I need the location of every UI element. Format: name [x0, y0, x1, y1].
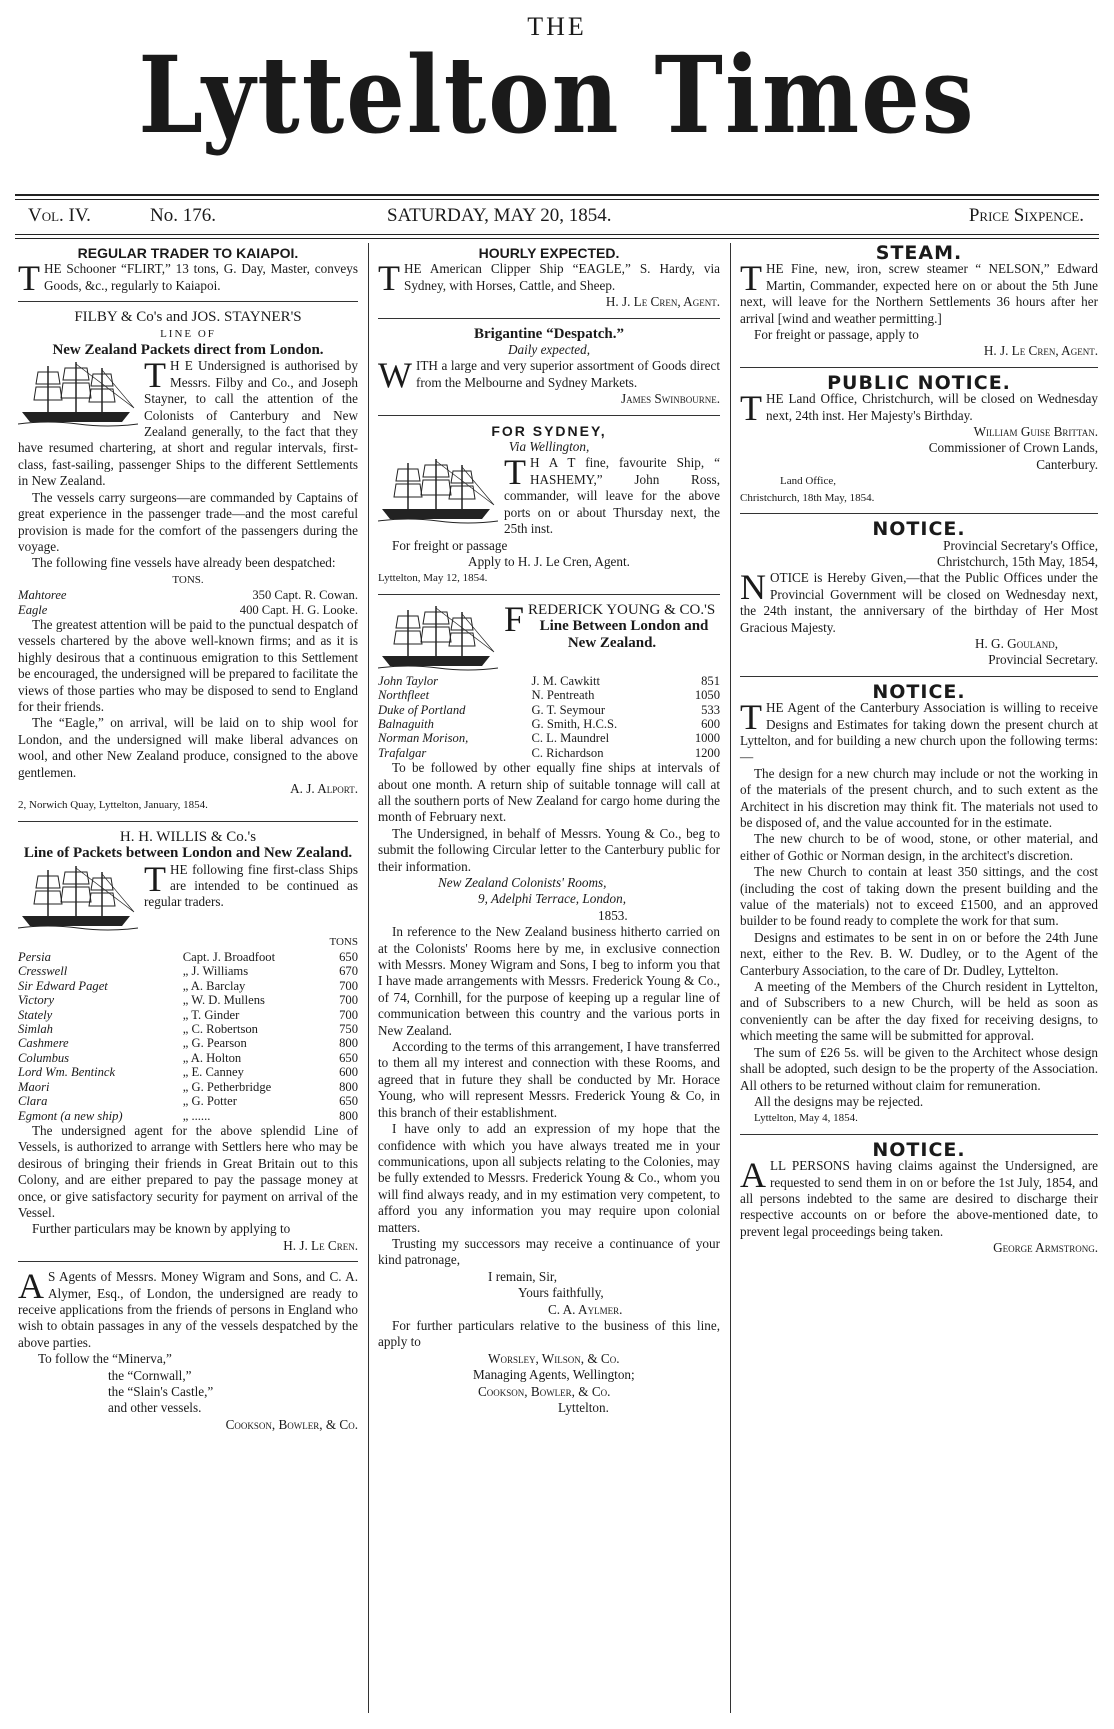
advert-line: H. H. WILLIS & Co.'s: [119, 828, 257, 845]
ship-illustration: [378, 457, 498, 525]
advert-heading: REGULAR TRADER TO KAIAPOI.: [77, 245, 299, 261]
table-row: [18, 603, 358, 617]
ship-illustration: [18, 864, 138, 932]
drop-cap: T: [504, 452, 526, 493]
signature: H. G. Gouland,: [974, 635, 1058, 651]
signature: H. J. Le Cren, Agent.: [605, 294, 720, 310]
ship-name: Columbus: [18, 1050, 70, 1065]
ship-name: Norman Morison,: [378, 731, 469, 746]
drop-cap: N: [740, 567, 766, 608]
drop-cap: W: [378, 355, 412, 396]
table-row: [18, 1051, 358, 1065]
separator: [18, 1261, 358, 1262]
price: Price Sixpence.: [968, 205, 1084, 226]
signature: Provincial Secretary.: [988, 652, 1098, 668]
signature: James Swinbourne.: [620, 391, 720, 407]
ship-name: Simlah: [18, 1022, 53, 1037]
separator: [740, 513, 1098, 514]
signature: William Guise Brittan.: [973, 424, 1098, 440]
advert-paragraph: To be followed by other equally fine ships at intervals of about one month. A return ship of suitable tonnage will call at all the southern ports of New Zealand for cargo home during the month of February next.: [378, 760, 720, 825]
ship-tons: 533: [701, 702, 720, 717]
advert-heading: Line Between London and New Zealand.: [539, 618, 709, 651]
ship-name: Maori: [18, 1079, 50, 1094]
ship-tons: 650: [339, 1050, 358, 1065]
advert-paragraph: The undersigned agent for the above splendid Line of Vessels, is authorized to arrange with Settlers here who may be desirous of bringing their friends in Great Britain out to this Colony, and are either prepared to pay the passage money at once, or give satisfactory security for payment on arrival of the Vessel.: [18, 1122, 358, 1220]
tons-label: TONS: [329, 935, 358, 948]
ship-captain: „ G. Petherbridge: [182, 1079, 272, 1094]
advert-paragraph: The new Church to contain at least 350 sittings, and the cost (including the cost of taking down the present building and the value of the materials) not to exceed £1500, and an approved builder to be found ready to complete the work for that sum.: [740, 864, 1098, 929]
advert-paragraph: All the designs may be rejected.: [754, 1093, 924, 1109]
table-row: [378, 746, 720, 760]
signature: George Armstrong.: [993, 1240, 1098, 1256]
ship-tons: 1000: [694, 731, 720, 746]
ship-tons: 800: [339, 1079, 358, 1094]
advert-paragraph: The following fine vessels have already been despatched:: [32, 555, 336, 571]
ship-illustration: [378, 604, 498, 672]
separator: [378, 415, 720, 416]
table-row: [18, 964, 358, 978]
top-rule: [15, 194, 1099, 196]
advert-line: Christchurch, 15th May, 1854,: [936, 553, 1098, 569]
advert-line: Apply to H. J. Le Cren, Agent.: [468, 553, 630, 569]
ship-captain: „ C. Robertson: [182, 1022, 258, 1037]
drop-cap: T: [144, 355, 166, 396]
letter-paragraph: I have only to add an expression of my hope that the confidence with which you have always treated me in your communications, upon all subjects relating to the Colonies, may be fully extended to Messrs. Frederick Young & Co., whom you will find always ready, and in my estimation very competent, to afford you any information you may require upon colonial matters.: [378, 1121, 720, 1235]
table-row: [18, 979, 358, 993]
drop-cap: T: [378, 258, 400, 299]
advert-heading: NOTICE.: [872, 680, 966, 703]
ship-captain: „ A. Barclay: [182, 978, 246, 993]
advert-paragraph: The greatest attention will be paid to the punctual despatch of vessels chartered by the above well-known firms; and as it is highly desirous that a continuous emigration to this Settlement be encouraged, the undersigned will be prepared to facilitate the views of those parties who may be disposed to send to England for their friends.: [18, 616, 358, 714]
advert-line: For freight or passage: [392, 537, 508, 553]
ship-tons: 750: [339, 1022, 358, 1037]
column-3: [740, 242, 1098, 1257]
signature: Canterbury.: [1036, 456, 1098, 472]
table-row: [378, 731, 720, 745]
ship-tons: 851: [701, 673, 720, 688]
ship-name: Persia: [18, 950, 51, 965]
ship-tons: 600: [339, 1065, 358, 1080]
address: Lyttelton, May 4, 1854.: [754, 1112, 858, 1125]
advert-body: H A T fine, favourite Ship, “ HASHEMY,” John Ross, commander, will leave for the above ports on or about Thursday next, the 25th inst.: [504, 455, 720, 537]
table-row: [18, 1008, 358, 1022]
ship-name: Egmont (a new ship): [18, 1108, 123, 1123]
table-row: [378, 674, 720, 688]
ship-name: Stately: [18, 1007, 53, 1022]
ship-tons: 1050: [694, 688, 720, 703]
table-row: [18, 1080, 358, 1094]
advert-line: For freight or passage, apply to: [754, 327, 919, 343]
advert-subheading: Daily expected,: [507, 342, 590, 358]
ship-name: Cresswell: [18, 964, 68, 979]
ship-captain: „ G. Pearson: [182, 1036, 247, 1051]
top-rule-thin: [15, 199, 1099, 200]
separator: [740, 1134, 1098, 1135]
advert-body: S Agents of Messrs. Money Wigram and Sons, and C. A. Alymer, Esq., of London, the undersigned are ready to receive applications from the friends of persons in England who wish to obtain passages in any of the vessels despatched by the above parties.: [18, 1269, 358, 1350]
advert-line: FILBY & Co's and JOS. STAYNER'S: [74, 309, 302, 326]
ship-detail: 350 Capt. R. Cowan.: [252, 588, 358, 603]
advert-line: the “Slain's Castle,”: [108, 1384, 214, 1399]
ship-name: Duke of Portland: [378, 702, 466, 717]
ship-name: John Taylor: [378, 673, 439, 688]
advert-paragraph: The vessels carry surgeons—are commanded by Captains of great experience in the passenger trade—and the most careful provision is made for the comfort of the passengers during the voyage.: [18, 489, 358, 554]
address: Land Office,: [780, 475, 836, 488]
letter-paragraph: For further particulars relative to the business of this line, apply to: [378, 1317, 720, 1350]
ship-name: Eagle: [18, 602, 48, 617]
drop-cap: A: [18, 1266, 44, 1307]
ship-name: Balnaguith: [378, 716, 434, 731]
table-row: [378, 717, 720, 731]
advert-paragraph: The sum of £26 5s. will be given to the Architect whose design shall be adopted, such design to be the property of the Association. All others to be returned without claim for remuneration.: [740, 1044, 1098, 1093]
table-row: [18, 950, 358, 964]
advert-paragraph: A meeting of the Members of the Church resident in Lyttelton, and of Subscribers to a new Church, will be held as soon as conveniently can be after the day fixed for receiving designs, to which meeting the same will be submitted for approval.: [740, 979, 1098, 1044]
advert-heading: STEAM.: [875, 242, 963, 264]
advert-heading: Line of Packets between London and New Zealand.: [23, 845, 353, 862]
ship-name: Cashmere: [18, 1036, 69, 1051]
ship-captain: „ G. Potter: [182, 1094, 237, 1109]
ship-tons: 600: [701, 716, 720, 731]
letter-closing: Yours faithfully,: [518, 1285, 604, 1301]
dateline-rule: [15, 234, 1099, 235]
table-row: [18, 1094, 358, 1108]
ship-name: Mahtoree: [18, 588, 67, 603]
letter-signature: C. A. Aylmer.: [548, 1301, 623, 1317]
dateline-rule-thin: [15, 238, 1099, 239]
advert-paragraph: Further particulars may be known by applying to: [32, 1221, 291, 1237]
letter-paragraph: Trusting my successors may receive a continuance of your kind patronage,: [378, 1235, 720, 1268]
letter-paragraph: According to the terms of this arrangement, I have transferred to them all my interest and connection with these Rooms, and agreed that in future they shall be conducted by Mr. Horace Young, who will represent Messrs. Frederick Young & Co, in this branch of their establishment.: [378, 1039, 720, 1120]
ship-captain: C. L. Maundrel: [531, 731, 610, 746]
tons-label: TONS.: [172, 573, 204, 586]
volume: Vol. IV.: [28, 205, 91, 226]
ship-name: Sir Edward Paget: [18, 978, 108, 993]
advert-body: HE Schooner “FLIRT,” 13 tons, G. Day, Master, conveys Goods, &c., regularly to Kaiapoi.: [44, 261, 358, 293]
ship-name: Trafalgar: [378, 745, 427, 760]
ship-tons: 700: [339, 993, 358, 1008]
advert-line: and other vessels.: [108, 1400, 202, 1416]
advert-heading: PUBLIC NOTICE.: [827, 371, 1011, 394]
advert-line: LINE OF: [160, 327, 216, 340]
advert-body: LL PERSONS having claims against the Undersigned, are requested to send them in on or before the 1st July, 1854, and all persons indebted to the same are desired to discharge their respective accounts on or before the above-mentioned date, to prevent legal proceedings being taken.: [740, 1158, 1098, 1239]
advert-body: OTICE is Hereby Given,—that the Public Offices under the Provincial Government will be closed on Wednesday next, the 24th instant, the anniversary of the birthday of Her Most Gracious Majesty.: [740, 570, 1098, 635]
ship-tons: 1200: [694, 745, 720, 760]
table-row: [18, 588, 358, 602]
dateline: [22, 205, 1092, 235]
signature: Cookson, Bowler, & Co.: [225, 1416, 358, 1432]
address: Christchurch, 18th May, 1854.: [740, 491, 875, 504]
advert-body: HE American Clipper Ship “EAGLE,” S. Hardy, via Sydney, with Horses, Cattle, and Sheep.: [404, 261, 720, 293]
drop-cap: T: [18, 258, 40, 299]
ship-captain: G. Smith, H.C.S.: [531, 716, 618, 731]
issue-date: SATURDAY, MAY 20, 1854.: [387, 205, 612, 226]
ship-captain: G. T. Seymour: [531, 702, 606, 717]
table-row: [18, 1065, 358, 1079]
advert-paragraph: The “Eagle,” on arrival, will be laid on to ship wool for London, and the undersigned will make liberal advances on wool, and other New Zealand produce, consigned to the above gentlemen.: [18, 715, 358, 780]
ship-tons: 800: [339, 1036, 358, 1051]
letter-closing: I remain, Sir,: [488, 1268, 558, 1284]
ship-captain: „ W. D. Mullens: [182, 993, 265, 1008]
ship-tons: 800: [339, 1108, 358, 1123]
advert-body: H E Undersigned is authorised by Messrs. Filby and Co., and Joseph Stayner, to call the attention of the Colonists of Canterbury and New Zealand generally, to the fact that they have resumed chartering, at short and regular intervals, first-class, fast-sailing, passenger Ships to the different Settlements in New Zealand.: [18, 358, 358, 489]
signature: Commissioner of Crown Lands,: [928, 440, 1098, 456]
table-row: [378, 688, 720, 702]
ship-captain: Capt. J. Broadfoot: [182, 950, 276, 965]
signature: A. J. Alport.: [290, 781, 358, 796]
drop-cap: A: [740, 1155, 766, 1196]
advert-paragraph: Designs and estimates to be sent in on or before the 24th June next, either to the Rev. B. W. Dudley, or to the Agent of the Canterbury Association, to the care of Dr. Dudley, Lyttelton.: [740, 929, 1098, 978]
advert-heading: Brigantine “Despatch.”: [474, 325, 624, 342]
table-row: [18, 1022, 358, 1036]
advert-line: the “Cornwall,”: [108, 1367, 192, 1383]
signature: Worsley, Wilson, & Co.: [488, 1350, 620, 1366]
ship-captain: J. M. Cawkitt: [531, 673, 601, 688]
ship-captain: „ J. Williams: [182, 964, 249, 979]
advert-line: To follow the “Minerva,”: [38, 1351, 172, 1367]
advert-body: HE Agent of the Canterbury Association is willing to receive Designs and Estimates for taking down the present church at Lyttelton, and for building a new church upon the following terms:—: [740, 700, 1098, 765]
ship-tons: 650: [339, 950, 358, 965]
ship-name: Victory: [18, 993, 55, 1008]
table-row: [18, 1109, 358, 1123]
drop-cap: T: [740, 697, 762, 738]
drop-cap: F: [504, 598, 525, 639]
ship-tons: 670: [339, 964, 358, 979]
masthead-the: THE: [527, 12, 587, 41]
ship-table: [18, 950, 358, 1123]
advert-body: HE Land Office, Christchurch, will be closed on Wednesday next, 24th inst. Her Majesty's Birthday.: [766, 391, 1098, 423]
ship-name: Clara: [18, 1094, 48, 1109]
signature: Cookson, Bowler, & Co.: [478, 1383, 611, 1399]
advert-paragraph: The new church to be of wood, stone, or other material, and either of Gothic or Norman design, in the architect's discretion.: [740, 831, 1098, 863]
drop-cap: T: [740, 388, 762, 429]
drop-cap: T: [144, 858, 166, 899]
ship-detail: 400 Capt. H. G. Looke.: [239, 602, 358, 617]
drop-cap: T: [740, 258, 762, 299]
advert-subheading: Via Wellington,: [508, 439, 590, 455]
separator: [378, 318, 720, 319]
ship-illustration: [18, 360, 138, 428]
ship-captain: „ A. Holton: [182, 1050, 242, 1065]
separator: [18, 821, 358, 822]
advert-name: REDERICK YOUNG & CO.'S: [528, 601, 716, 618]
advert-heading: HOURLY EXPECTED.: [478, 245, 620, 261]
table-row: [18, 1036, 358, 1050]
ship-tons: 700: [339, 978, 358, 993]
ship-tons: 700: [339, 1007, 358, 1022]
issue-number: No. 176.: [150, 205, 216, 226]
advert-line: Provincial Secretary's Office,: [943, 537, 1098, 553]
advert-heading: NOTICE.: [872, 1138, 966, 1161]
signature: H. J. Le Cren, Agent.: [983, 343, 1098, 359]
advert-paragraph: The Undersigned, in behalf of Messrs. Young & Co., beg to submit the following Circular letter to the Canterbury public for their information.: [378, 825, 720, 874]
ship-table: [378, 674, 720, 760]
advert-heading: FOR SYDNEY,: [491, 422, 607, 439]
letter-address: 9, Adelphi Terrace, London,: [478, 891, 626, 907]
masthead-title: Lyttelton Times: [138, 32, 976, 158]
ship-captain: „ T. Ginder: [182, 1007, 240, 1022]
separator: [740, 367, 1098, 368]
column-1: [18, 245, 358, 1433]
letter-address: 1853.: [598, 907, 628, 923]
ship-captain: „ E. Canney: [182, 1065, 244, 1080]
address: 2, Norwich Quay, Lyttelton, January, 1854.: [18, 799, 208, 812]
advert-body: HE following fine first-class Ships are intended to be continued as regular traders.: [144, 861, 358, 910]
advert-body: ITH a large and very superior assortment of Goods direct from the Melbourne and Sydney Markets.: [415, 358, 720, 390]
separator: [740, 676, 1098, 677]
separator: [378, 594, 720, 595]
advert-heading: New Zealand Packets direct from London.: [52, 342, 324, 359]
table-row: [18, 993, 358, 1007]
ship-captain: C. Richardson: [531, 745, 604, 760]
ship-name: Northfleet: [378, 688, 430, 703]
column-rule-2: [730, 243, 731, 1713]
column-2: [378, 245, 720, 1416]
ship-table: [18, 588, 358, 617]
signature: H. J. Le Cren.: [283, 1237, 358, 1253]
advert-heading: NOTICE.: [872, 518, 966, 541]
separator: [18, 301, 358, 302]
signature: Lyttelton.: [558, 1400, 609, 1415]
ship-tons: 650: [339, 1094, 358, 1109]
letter-address: New Zealand Colonists' Rooms,: [438, 875, 607, 890]
table-row: [378, 703, 720, 717]
column-rule-1: [368, 243, 369, 1713]
ship-captain: N. Pentreath: [531, 688, 595, 703]
ship-name: Lord Wm. Bentinck: [18, 1065, 116, 1080]
signature: Managing Agents, Wellington;: [473, 1367, 635, 1383]
address: Lyttelton, May 12, 1854.: [378, 572, 488, 585]
ship-captain: „ ......: [182, 1108, 211, 1123]
letter-paragraph: In reference to the New Zealand business hitherto carried on at the Colonists' Rooms here by me, in exclusive connection with Messrs. Money Wigram and Sons, I beg to inform you that I have made arrangements with Messrs. Frederick Young & Co., of 74, Cornhill, for the purpose of keeping up a regular line of communication between this country and the various ports in New Zealand.: [378, 924, 720, 1038]
advert-body: HE Fine, new, iron, screw steamer “ NELSON,” Edward Martin, Commander, expected here on or about the 5th June next, will leave for the Northern Settlements 36 hours after her arrival [wind and weather permitting.]: [740, 261, 1098, 326]
advert-paragraph: The design for a new church may include or not the working in of the materials of the present church, and to such extent as the Architect in his discretion may think fit. The materials not used to be disposed of, and the value accounted for in the estimate.: [740, 765, 1098, 830]
